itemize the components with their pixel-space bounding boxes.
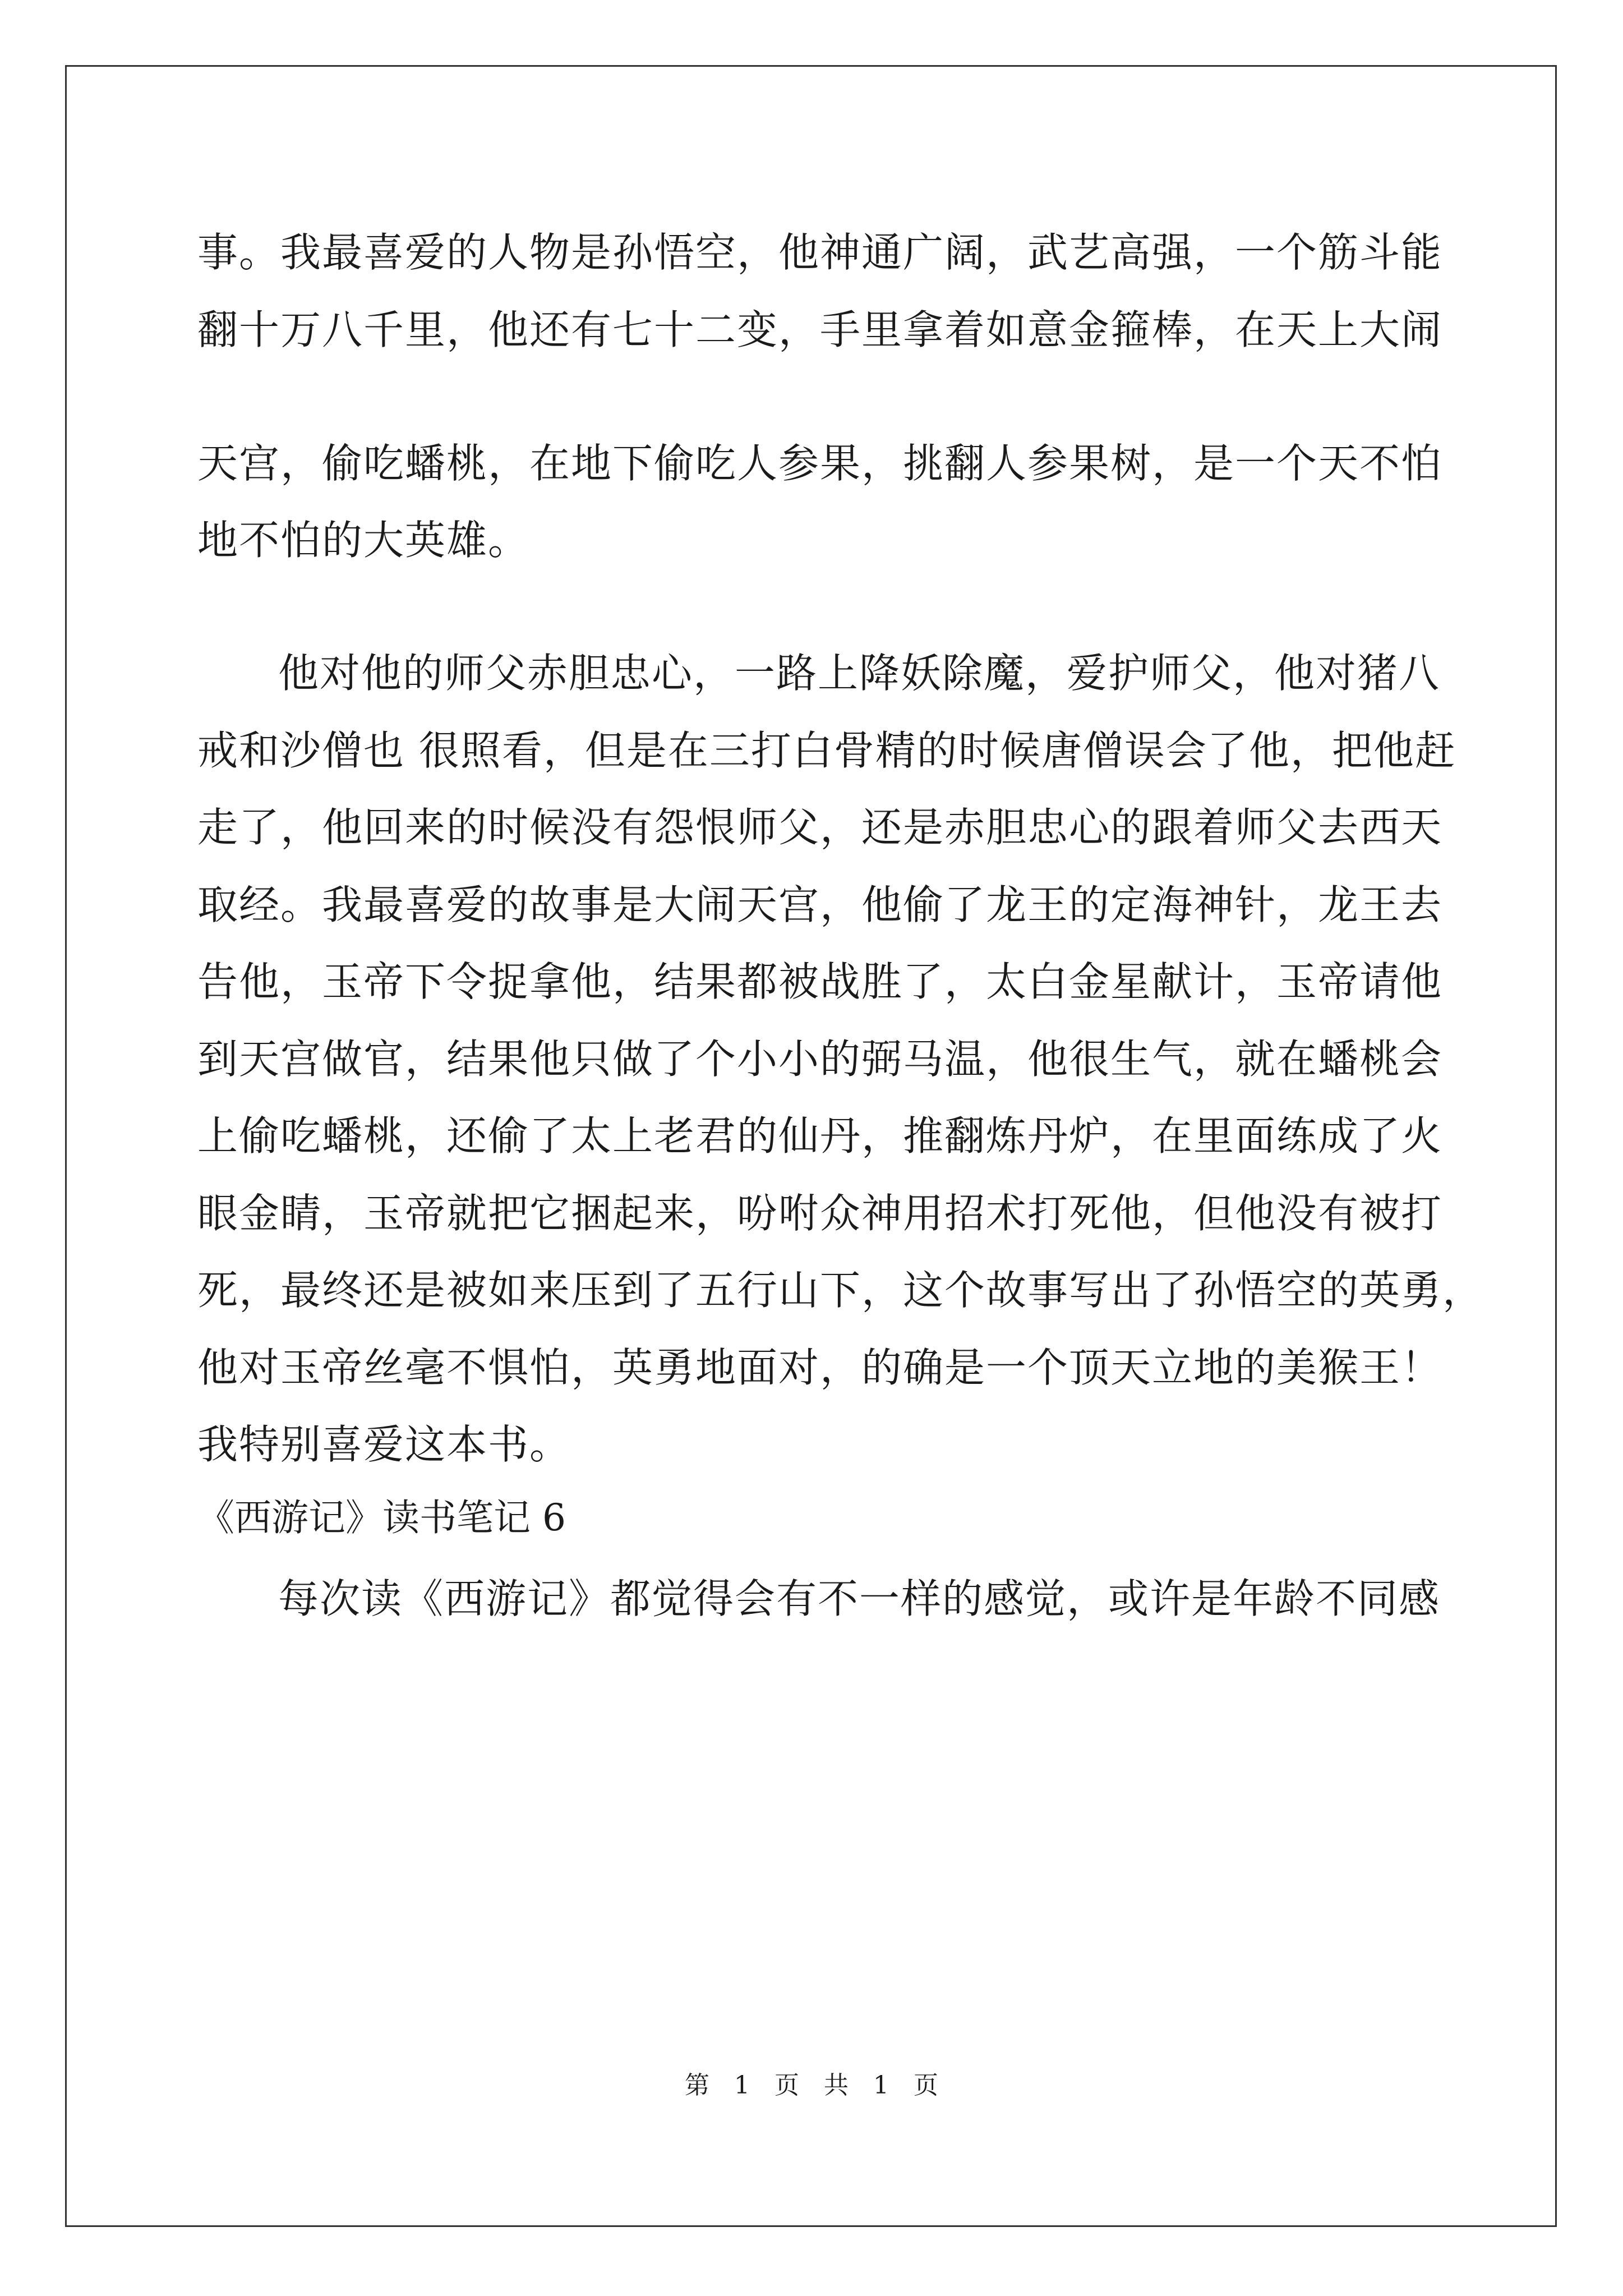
- body-line-10: 到天宫做官，结果他只做了个小小的弼马温，他很生气，就在蟠桃会: [197, 1036, 1443, 1083]
- body-line-15: 我特别喜爱这本书。: [197, 1421, 571, 1468]
- body-line-12: 眼金睛，玉帝就把它捆起来，吩咐众神用招术打死他，但他没有被打: [197, 1190, 1443, 1237]
- body-line-11: 上偷吃蟠桃，还偷了太上老君的仙丹，推翻炼丹炉，在里面练成了火: [197, 1112, 1443, 1159]
- page-footer: 第 1 页 共 1 页: [685, 2071, 938, 2100]
- body-line-2: 翻十万八千里，他还有七十二变，手里拿着如意金箍棒，在天上大闹: [197, 306, 1443, 353]
- section-heading: 《西游记》读书笔记 6: [197, 1496, 566, 1539]
- body-line-13: 死，最终还是被如来压到了五行山下，这个故事写出了孙悟空的英勇，: [197, 1267, 1484, 1314]
- body-line-4: 地不怕的大英雄。: [197, 517, 530, 564]
- body-line-6: 戒和沙僧也 很照看，但是在三打白骨精的时候唐僧误会了他，把他赶: [197, 727, 1456, 774]
- body-line-14: 他对玉帝丝毫不惧怕，英勇地面对，的确是一个顶天立地的美猴王！: [197, 1344, 1443, 1391]
- body-line-7: 走了，他回来的时候没有怨恨师父，还是赤胆忠心的跟着师父去西天: [197, 804, 1443, 851]
- paragraph-3-first-line: 每次读《西游记》都觉得会有不一样的感觉，或许是年龄不同感: [278, 1575, 1441, 1622]
- body-line-1: 事。我最喜爱的人物是孙悟空，他神通广阔，武艺高强，一个筋斗能: [197, 229, 1443, 276]
- body-line-9: 告他，玉帝下令捉拿他，结果都被战胜了，太白金星献计，玉帝请他: [197, 958, 1443, 1005]
- body-line-3: 天宫，偷吃蟠桃，在地下偷吃人参果，挑翻人参果树，是一个天不怕: [197, 440, 1443, 487]
- paragraph-2-first-line: 他对他的师父赤胆忠心，一路上降妖除魔，爱护师父，他对猪八: [278, 650, 1441, 697]
- body-line-8: 取经。我最喜爱的故事是大闹天宫，他偷了龙王的定海神针，龙王去: [197, 881, 1443, 928]
